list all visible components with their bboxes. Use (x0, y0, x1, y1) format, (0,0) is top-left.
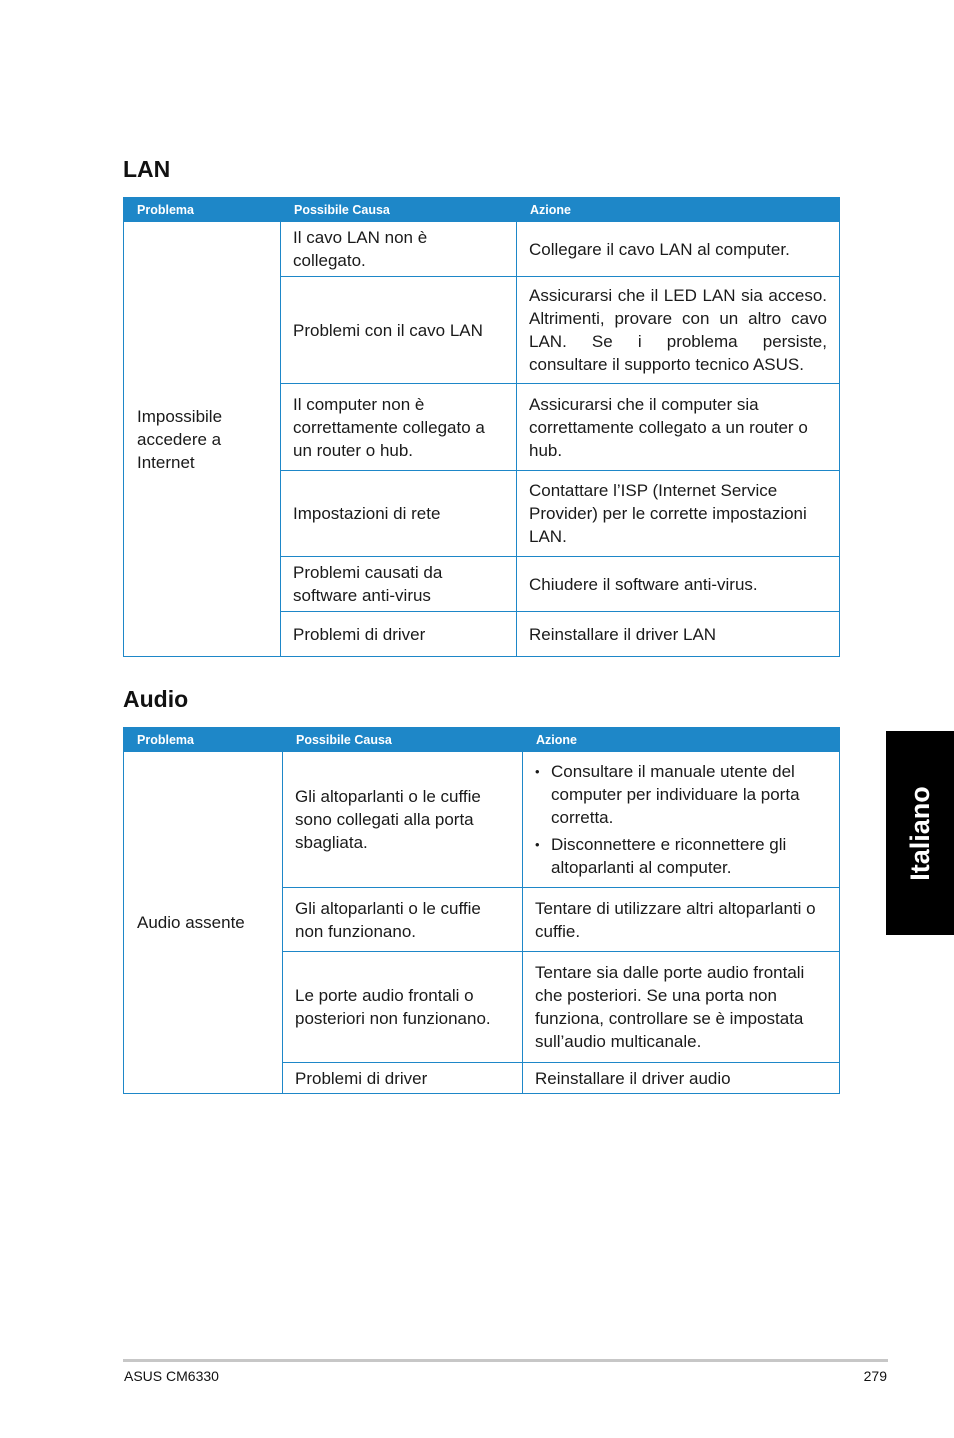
header-possibile-causa: Possibile Causa (283, 728, 523, 752)
action-cell: Tentare di utilizzare altri altoparlanti o cuffie. (523, 888, 840, 952)
language-side-tab (886, 731, 954, 935)
header-problema: Problema (124, 198, 281, 222)
action-cell: Assicurarsi che il computer sia correttamente collegato a un router o hub. (517, 384, 840, 471)
table-row (124, 752, 840, 888)
action-cell: Chiudere il software anti-virus. (517, 557, 840, 612)
header-possibile-causa: Possibile Causa (281, 198, 517, 222)
bullet-item: • Consultare il manuale utente del computer per individuare la porta corretta. (535, 760, 827, 829)
header-azione: Azione (517, 198, 840, 222)
lan-section-title: LAN (123, 156, 171, 182)
cause-cell: Problemi causati da software anti-virus (281, 557, 517, 612)
action-cell: Tentare sia dalle porte audio frontali che posteriori. Se una porta non funziona, controllare se è impostata sull’audio multicanale. (523, 952, 840, 1063)
table-header-row (124, 198, 840, 222)
cause-cell: Gli altoparlanti o le cuffie non funzionano. (283, 888, 523, 952)
action-cell: Reinstallare il driver LAN (517, 612, 840, 657)
table-row (124, 222, 840, 277)
cause-cell: Le porte audio frontali o posteriori non funzionano. (283, 952, 523, 1063)
audio-section-title: Audio (123, 686, 189, 712)
cause-cell: Problemi di driver (281, 612, 517, 657)
language-label: Italiano (904, 785, 935, 881)
cause-cell: Problemi di driver (283, 1063, 523, 1094)
cause-cell: Impostazioni di rete (281, 471, 517, 557)
header-azione: Azione (523, 728, 840, 752)
bullet-item: • Disconnettere e riconnettere gli altoparlanti al computer. (535, 833, 827, 879)
table-header-row (124, 728, 840, 752)
cause-cell: Il cavo LAN non è collegato. (281, 222, 517, 277)
action-cell: Contattare l’ISP (Internet Service Provider) per le corrette impostazioni LAN. (517, 471, 840, 557)
footer-divider (123, 1359, 888, 1362)
cause-cell: Gli altoparlanti o le cuffie sono collegati alla porta sbagliata. (283, 752, 523, 888)
action-bullet-list (535, 760, 827, 879)
lan-troubleshooting-table (123, 197, 840, 657)
audio-troubleshooting-table (123, 727, 840, 1094)
problem-cell: Audio assente (124, 752, 283, 1094)
footer-model: ASUS CM6330 (124, 1368, 219, 1384)
cause-cell: Il computer non è correttamente collegato a un router o hub. (281, 384, 517, 471)
action-cell (523, 752, 840, 888)
header-problema: Problema (124, 728, 283, 752)
problem-cell: Impossibile accedere a Internet (124, 222, 281, 657)
action-cell: Reinstallare il driver audio (523, 1063, 840, 1094)
action-cell: Assicurarsi che il LED LAN sia acceso. Altrimenti, provare con un altro cavo LAN. Se i problema persiste, consultare il supporto tecnico ASUS. (517, 277, 840, 384)
action-cell: Collegare il cavo LAN al computer. (517, 222, 840, 277)
cause-cell: Problemi con il cavo LAN (281, 277, 517, 384)
footer-page-number: 279 (863, 1368, 887, 1384)
